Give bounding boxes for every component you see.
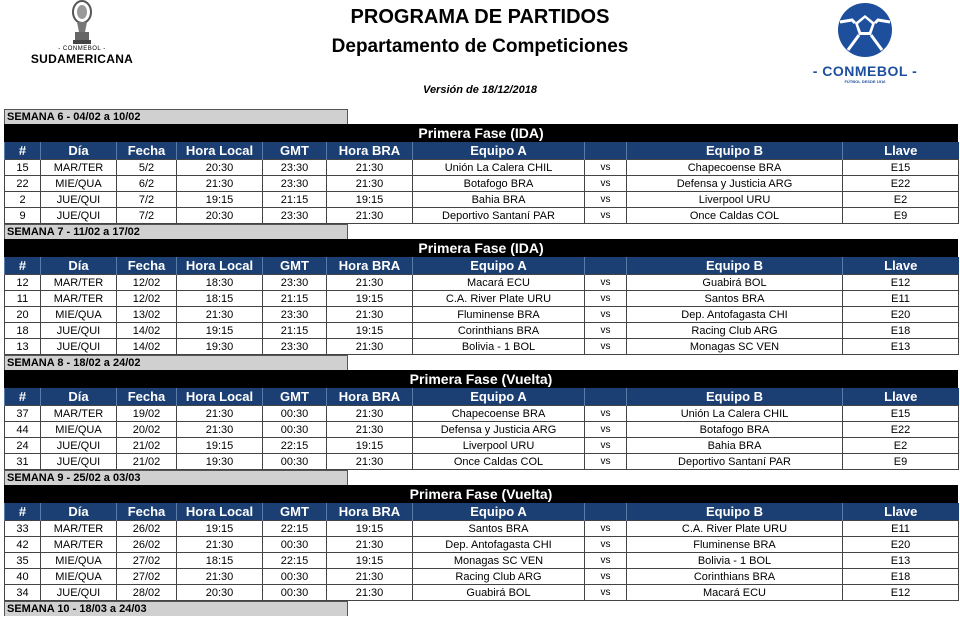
col-equipo-a-cell: Chapecoense BRA xyxy=(413,406,585,422)
col-llave-cell: E15 xyxy=(843,406,959,422)
col-hora-local-header: Hora Local xyxy=(177,388,263,406)
col-equipo-b-cell: Defensa y Justicia ARG xyxy=(627,176,843,192)
col-hora-bra-cell: 21:30 xyxy=(327,176,413,192)
col-equipo-b-cell: Bolivia - 1 BOL xyxy=(627,553,843,569)
table-row xyxy=(5,323,959,339)
col-vs-cell: vs xyxy=(585,160,627,176)
table-row xyxy=(5,438,959,454)
col-equipo-a-cell: Guabirá BOL xyxy=(413,585,585,601)
col-fecha-cell: 21/02 xyxy=(117,438,177,454)
col-hora-local-header: Hora Local xyxy=(177,257,263,275)
col-gmt-cell: 21:15 xyxy=(263,323,327,339)
col-gmt-header: GMT xyxy=(263,503,327,521)
col-equipo-b-cell: Dep. Antofagasta CHI xyxy=(627,307,843,323)
week-header xyxy=(4,224,958,239)
col-fecha-cell: 21/02 xyxy=(117,454,177,470)
col-gmt-cell: 00:30 xyxy=(263,454,327,470)
version-label: Versión de 18/12/2018 xyxy=(423,84,537,96)
col-equipo-a-header: Equipo A xyxy=(413,257,585,275)
col-equipo-a-cell: Deportivo Santaní PAR xyxy=(413,208,585,224)
col-dia-header: Día xyxy=(41,503,117,521)
col-equipo-b-cell: Liverpool URU xyxy=(627,192,843,208)
col-llave-cell: E22 xyxy=(843,176,959,192)
col-hora-local-cell: 21:30 xyxy=(177,537,263,553)
col-hora-bra-cell: 19:15 xyxy=(327,553,413,569)
week-label: SEMANA 8 - 18/02 a 24/02 xyxy=(4,355,348,370)
col-equipo-b-cell: Santos BRA xyxy=(627,291,843,307)
col-gmt-header: GMT xyxy=(263,142,327,160)
col-llave-cell: E9 xyxy=(843,454,959,470)
col-equipo-a-cell: Liverpool URU xyxy=(413,438,585,454)
col-num-cell: 12 xyxy=(5,275,41,291)
col-llave-cell: E20 xyxy=(843,307,959,323)
col-equipo-a-cell: Monagas SC VEN xyxy=(413,553,585,569)
col-vs-header xyxy=(585,388,627,406)
col-fecha-cell: 7/2 xyxy=(117,208,177,224)
col-hora-bra-cell: 21:30 xyxy=(327,422,413,438)
col-hora-local-cell: 19:15 xyxy=(177,192,263,208)
col-equipo-b-header: Equipo B xyxy=(627,388,843,406)
col-gmt-cell: 23:30 xyxy=(263,208,327,224)
col-llave-cell: E2 xyxy=(843,438,959,454)
col-hora-bra-cell: 21:30 xyxy=(327,208,413,224)
col-hora-local-cell: 18:15 xyxy=(177,553,263,569)
col-equipo-a-cell: Bolivia - 1 BOL xyxy=(413,339,585,355)
col-num-header: # xyxy=(5,503,41,521)
page-subtitle: Departamento de Competiciones xyxy=(331,36,629,57)
right-logo-line2: FÚTBOL DESDE 1916 xyxy=(844,79,886,84)
col-equipo-a-cell: Defensa y Justicia ARG xyxy=(413,422,585,438)
col-hora-bra-cell: 21:30 xyxy=(327,160,413,176)
col-llave-cell: E2 xyxy=(843,192,959,208)
col-vs-cell: vs xyxy=(585,176,627,192)
table-row xyxy=(5,422,959,438)
table-row xyxy=(5,585,959,601)
col-fecha-cell: 27/02 xyxy=(117,569,177,585)
table-row xyxy=(5,192,959,208)
col-vs-cell: vs xyxy=(585,553,627,569)
matches-table xyxy=(4,257,959,355)
col-equipo-a-cell: Bahia BRA xyxy=(413,192,585,208)
col-dia-header: Día xyxy=(41,257,117,275)
col-fecha-cell: 19/02 xyxy=(117,406,177,422)
col-vs-cell: vs xyxy=(585,521,627,537)
col-hora-bra-header: Hora BRA xyxy=(327,142,413,160)
col-equipo-a-cell: Unión La Calera CHIL xyxy=(413,160,585,176)
col-equipo-a-cell: Santos BRA xyxy=(413,521,585,537)
col-dia-cell: MIE/QUA xyxy=(41,307,117,323)
week-label: SEMANA 6 - 04/02 a 10/02 xyxy=(4,109,348,124)
col-llave-cell: E22 xyxy=(843,422,959,438)
col-llave-header: Llave xyxy=(843,257,959,275)
col-gmt-cell: 00:30 xyxy=(263,585,327,601)
col-dia-cell: MIE/QUA xyxy=(41,176,117,192)
col-fecha-cell: 14/02 xyxy=(117,323,177,339)
col-equipo-a-cell: Corinthians BRA xyxy=(413,323,585,339)
phase-banner: Primera Fase (IDA) xyxy=(4,239,958,257)
col-num-cell: 37 xyxy=(5,406,41,422)
col-dia-cell: JUE/QUI xyxy=(41,339,117,355)
col-vs-cell: vs xyxy=(585,438,627,454)
col-gmt-header: GMT xyxy=(263,257,327,275)
col-vs-cell: vs xyxy=(585,192,627,208)
col-equipo-b-cell: Macará ECU xyxy=(627,585,843,601)
col-gmt-cell: 21:15 xyxy=(263,192,327,208)
col-fecha-cell: 26/02 xyxy=(117,537,177,553)
col-equipo-a-cell: Racing Club ARG xyxy=(413,569,585,585)
col-dia-cell: JUE/QUI xyxy=(41,323,117,339)
col-hora-bra-cell: 19:15 xyxy=(327,323,413,339)
col-equipo-a-cell: Dep. Antofagasta CHI xyxy=(413,537,585,553)
week-header xyxy=(4,355,958,370)
col-llave-cell: E15 xyxy=(843,160,959,176)
col-gmt-cell: 00:30 xyxy=(263,406,327,422)
col-llave-cell: E18 xyxy=(843,323,959,339)
col-hora-local-cell: 19:15 xyxy=(177,521,263,537)
col-equipo-b-header: Equipo B xyxy=(627,503,843,521)
col-fecha-cell: 20/02 xyxy=(117,422,177,438)
table-row xyxy=(5,160,959,176)
col-llave-cell: E11 xyxy=(843,291,959,307)
col-fecha-header: Fecha xyxy=(117,257,177,275)
col-hora-bra-cell: 21:30 xyxy=(327,307,413,323)
table-row xyxy=(5,521,959,537)
col-llave-cell: E12 xyxy=(843,585,959,601)
col-hora-bra-header: Hora BRA xyxy=(327,503,413,521)
col-dia-cell: MAR/TER xyxy=(41,160,117,176)
col-gmt-cell: 23:30 xyxy=(263,339,327,355)
col-fecha-cell: 12/02 xyxy=(117,291,177,307)
week-label: SEMANA 7 - 11/02 a 17/02 xyxy=(4,224,348,239)
col-num-cell: 44 xyxy=(5,422,41,438)
col-llave-cell: E13 xyxy=(843,553,959,569)
col-fecha-cell: 14/02 xyxy=(117,339,177,355)
col-num-cell: 33 xyxy=(5,521,41,537)
col-num-cell: 9 xyxy=(5,208,41,224)
col-num-cell: 40 xyxy=(5,569,41,585)
col-vs-cell: vs xyxy=(585,323,627,339)
left-logo-line2: SUDAMERICANA xyxy=(30,52,134,66)
col-gmt-cell: 22:15 xyxy=(263,553,327,569)
col-hora-local-cell: 20:30 xyxy=(177,585,263,601)
col-llave-cell: E20 xyxy=(843,537,959,553)
col-hora-bra-cell: 21:30 xyxy=(327,454,413,470)
col-equipo-b-cell: Deportivo Santaní PAR xyxy=(627,454,843,470)
col-hora-local-header: Hora Local xyxy=(177,503,263,521)
col-equipo-a-header: Equipo A xyxy=(413,142,585,160)
col-equipo-b-cell: Once Caldas COL xyxy=(627,208,843,224)
col-llave-header: Llave xyxy=(843,503,959,521)
col-num-cell: 11 xyxy=(5,291,41,307)
col-gmt-cell: 23:30 xyxy=(263,176,327,192)
matches-table xyxy=(4,142,959,224)
col-equipo-b-cell: C.A. River Plate URU xyxy=(627,521,843,537)
conmebol-logo xyxy=(810,0,920,96)
week-label: SEMANA 9 - 25/02 a 03/03 xyxy=(4,470,348,485)
col-fecha-cell: 6/2 xyxy=(117,176,177,192)
table-header-row xyxy=(5,388,959,406)
week-label: SEMANA 10 - 18/03 a 24/03 xyxy=(4,601,348,616)
table-header-row xyxy=(5,503,959,521)
col-llave-cell: E9 xyxy=(843,208,959,224)
col-num-header: # xyxy=(5,142,41,160)
col-hora-bra-cell: 19:15 xyxy=(327,438,413,454)
col-fecha-cell: 5/2 xyxy=(117,160,177,176)
col-fecha-cell: 7/2 xyxy=(117,192,177,208)
col-fecha-cell: 27/02 xyxy=(117,553,177,569)
page-title: PROGRAMA DE PARTIDOS xyxy=(350,6,610,28)
col-hora-bra-cell: 21:30 xyxy=(327,339,413,355)
col-equipo-a-cell: Macará ECU xyxy=(413,275,585,291)
col-gmt-cell: 23:30 xyxy=(263,275,327,291)
col-gmt-cell: 00:30 xyxy=(263,537,327,553)
col-hora-bra-cell: 19:15 xyxy=(327,521,413,537)
col-hora-local-cell: 20:30 xyxy=(177,208,263,224)
col-hora-local-cell: 18:30 xyxy=(177,275,263,291)
matches-table xyxy=(4,503,959,601)
col-num-cell: 15 xyxy=(5,160,41,176)
col-fecha-cell: 13/02 xyxy=(117,307,177,323)
col-vs-cell: vs xyxy=(585,275,627,291)
col-equipo-b-cell: Monagas SC VEN xyxy=(627,339,843,355)
col-equipo-a-cell: Once Caldas COL xyxy=(413,454,585,470)
col-hora-local-cell: 21:30 xyxy=(177,176,263,192)
table-header-row xyxy=(5,142,959,160)
ball-icon xyxy=(834,0,896,60)
col-vs-header xyxy=(585,257,627,275)
col-vs-cell: vs xyxy=(585,454,627,470)
col-dia-header: Día xyxy=(41,388,117,406)
col-dia-cell: MAR/TER xyxy=(41,291,117,307)
col-num-cell: 24 xyxy=(5,438,41,454)
col-equipo-a-header: Equipo A xyxy=(413,503,585,521)
col-llave-cell: E13 xyxy=(843,339,959,355)
col-dia-cell: MAR/TER xyxy=(41,406,117,422)
col-equipo-a-header: Equipo A xyxy=(413,388,585,406)
col-dia-cell: JUE/QUI xyxy=(41,585,117,601)
col-hora-local-cell: 21:30 xyxy=(177,307,263,323)
col-num-header: # xyxy=(5,388,41,406)
matches-table xyxy=(4,388,959,470)
col-dia-cell: JUE/QUI xyxy=(41,454,117,470)
col-hora-bra-cell: 21:30 xyxy=(327,275,413,291)
col-hora-local-cell: 19:30 xyxy=(177,454,263,470)
left-logo-line1: - CONMEBOL - xyxy=(58,46,106,52)
col-hora-local-cell: 19:30 xyxy=(177,339,263,355)
col-hora-local-cell: 19:15 xyxy=(177,438,263,454)
col-dia-cell: JUE/QUI xyxy=(41,438,117,454)
col-vs-header xyxy=(585,142,627,160)
col-num-cell: 20 xyxy=(5,307,41,323)
col-gmt-cell: 23:30 xyxy=(263,160,327,176)
week-header xyxy=(4,470,958,485)
col-equipo-b-cell: Corinthians BRA xyxy=(627,569,843,585)
col-vs-header xyxy=(585,503,627,521)
table-row xyxy=(5,406,959,422)
col-equipo-a-cell: Botafogo BRA xyxy=(413,176,585,192)
col-hora-bra-cell: 21:30 xyxy=(327,406,413,422)
col-hora-local-cell: 21:30 xyxy=(177,422,263,438)
col-num-cell: 22 xyxy=(5,176,41,192)
col-equipo-b-cell: Racing Club ARG xyxy=(627,323,843,339)
col-vs-cell: vs xyxy=(585,406,627,422)
col-vs-cell: vs xyxy=(585,208,627,224)
col-hora-local-cell: 21:30 xyxy=(177,406,263,422)
phase-banner: Primera Fase (Vuelta) xyxy=(4,485,958,503)
col-vs-cell: vs xyxy=(585,291,627,307)
col-hora-bra-cell: 19:15 xyxy=(327,192,413,208)
col-hora-bra-cell: 21:30 xyxy=(327,585,413,601)
col-hora-local-cell: 18:15 xyxy=(177,291,263,307)
col-num-cell: 34 xyxy=(5,585,41,601)
table-row xyxy=(5,454,959,470)
col-equipo-b-cell: Bahia BRA xyxy=(627,438,843,454)
col-num-cell: 42 xyxy=(5,537,41,553)
col-hora-local-cell: 19:15 xyxy=(177,323,263,339)
col-dia-cell: MIE/QUA xyxy=(41,553,117,569)
col-equipo-b-header: Equipo B xyxy=(627,257,843,275)
table-row xyxy=(5,208,959,224)
col-fecha-cell: 12/02 xyxy=(117,275,177,291)
col-equipo-b-cell: Chapecoense BRA xyxy=(627,160,843,176)
table-row xyxy=(5,176,959,192)
col-num-header: # xyxy=(5,257,41,275)
col-llave-cell: E12 xyxy=(843,275,959,291)
col-hora-local-cell: 20:30 xyxy=(177,160,263,176)
week-header xyxy=(4,601,958,616)
col-vs-cell: vs xyxy=(585,569,627,585)
col-hora-local-header: Hora Local xyxy=(177,142,263,160)
table-row xyxy=(5,275,959,291)
col-dia-cell: MAR/TER xyxy=(41,275,117,291)
table-row xyxy=(5,339,959,355)
col-vs-cell: vs xyxy=(585,422,627,438)
col-fecha-header: Fecha xyxy=(117,503,177,521)
col-hora-bra-header: Hora BRA xyxy=(327,388,413,406)
col-num-cell: 35 xyxy=(5,553,41,569)
col-gmt-cell: 00:30 xyxy=(263,569,327,585)
col-llave-header: Llave xyxy=(843,388,959,406)
col-num-cell: 31 xyxy=(5,454,41,470)
col-equipo-b-header: Equipo B xyxy=(627,142,843,160)
table-row xyxy=(5,537,959,553)
phase-banner: Primera Fase (Vuelta) xyxy=(4,370,958,388)
col-hora-bra-cell: 21:30 xyxy=(327,537,413,553)
col-equipo-a-cell: C.A. River Plate URU xyxy=(413,291,585,307)
col-dia-cell: JUE/QUI xyxy=(41,208,117,224)
col-fecha-cell: 26/02 xyxy=(117,521,177,537)
col-num-cell: 2 xyxy=(5,192,41,208)
table-row xyxy=(5,553,959,569)
phase-banner: Primera Fase (IDA) xyxy=(4,124,958,142)
col-fecha-header: Fecha xyxy=(117,388,177,406)
table-header-row xyxy=(5,257,959,275)
col-dia-cell: MIE/QUA xyxy=(41,569,117,585)
col-dia-cell: MIE/QUA xyxy=(41,422,117,438)
col-dia-header: Día xyxy=(41,142,117,160)
col-gmt-cell: 23:30 xyxy=(263,307,327,323)
table-row xyxy=(5,307,959,323)
col-gmt-header: GMT xyxy=(263,388,327,406)
week-header xyxy=(4,109,958,124)
col-dia-cell: MAR/TER xyxy=(41,537,117,553)
col-gmt-cell: 22:15 xyxy=(263,438,327,454)
col-equipo-a-cell: Fluminense BRA xyxy=(413,307,585,323)
col-llave-cell: E18 xyxy=(843,569,959,585)
col-equipo-b-cell: Guabirá BOL xyxy=(627,275,843,291)
col-vs-cell: vs xyxy=(585,585,627,601)
col-equipo-b-cell: Botafogo BRA xyxy=(627,422,843,438)
table-row xyxy=(5,291,959,307)
col-gmt-cell: 00:30 xyxy=(263,422,327,438)
col-num-cell: 13 xyxy=(5,339,41,355)
col-hora-bra-header: Hora BRA xyxy=(327,257,413,275)
col-equipo-b-cell: Fluminense BRA xyxy=(627,537,843,553)
col-vs-cell: vs xyxy=(585,307,627,323)
match-schedule xyxy=(4,109,958,616)
col-fecha-header: Fecha xyxy=(117,142,177,160)
table-row xyxy=(5,569,959,585)
right-logo-line1: - CONMEBOL - xyxy=(812,63,918,79)
col-equipo-b-cell: Unión La Calera CHIL xyxy=(627,406,843,422)
col-gmt-cell: 22:15 xyxy=(263,521,327,537)
col-llave-header: Llave xyxy=(843,142,959,160)
col-llave-cell: E11 xyxy=(843,521,959,537)
col-fecha-cell: 28/02 xyxy=(117,585,177,601)
col-hora-bra-cell: 21:30 xyxy=(327,569,413,585)
col-dia-cell: JUE/QUI xyxy=(41,192,117,208)
col-vs-cell: vs xyxy=(585,339,627,355)
col-vs-cell: vs xyxy=(585,537,627,553)
col-num-cell: 18 xyxy=(5,323,41,339)
col-dia-cell: MAR/TER xyxy=(41,521,117,537)
col-gmt-cell: 21:15 xyxy=(263,291,327,307)
col-hora-local-cell: 21:30 xyxy=(177,569,263,585)
col-hora-bra-cell: 19:15 xyxy=(327,291,413,307)
document-header xyxy=(0,0,960,110)
